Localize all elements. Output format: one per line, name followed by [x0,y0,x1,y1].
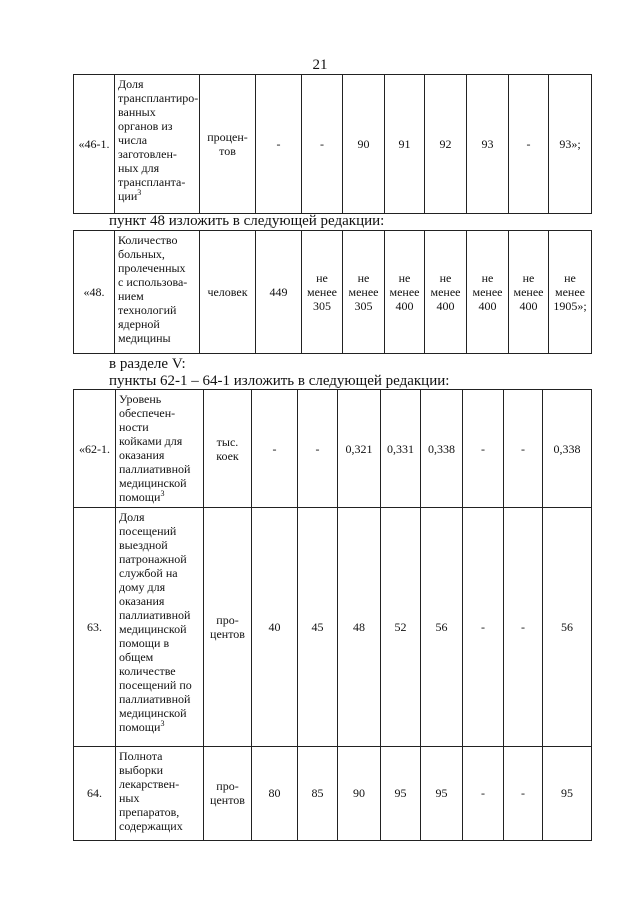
value-cell: 90 [338,746,381,840]
value-cell: не менее 400 [509,231,549,354]
value-cell: - [504,508,543,747]
indicator-name: Количество больных, пролеченных с использова- нием технологий ядерной медицины [115,231,200,354]
table-row-48 [73,230,592,354]
value-cell: - [298,390,338,508]
value-cell: - [256,75,302,214]
value-cell: 93»; [549,75,592,214]
table-row [74,746,592,840]
paragraph-section: в разделе V: [109,356,186,372]
table-row [74,390,592,508]
indicator-name: Уровень обеспечен- ности койками для оказания паллиативной медицинской помощи$^3$ [116,390,204,508]
value-cell: - [252,390,298,508]
value-cell: 95 [421,746,463,840]
value-cell: 0,331 [381,390,421,508]
row-number: «46-1. [74,75,115,214]
value-cell: - [509,75,549,214]
value-cell: - [463,390,504,508]
value-cell: 93 [467,75,509,214]
value-cell: 40 [252,508,298,747]
value-cell: не менее 305 [302,231,343,354]
indicator-name: Доля посещений выездной патронажной службой на дому для оказания паллиативной медицинской помощи в общем количестве посещений по паллиативной медицинской помощи$^3$ [116,508,204,747]
unit: про- центов [204,508,252,747]
value-cell: не менее 400 [385,231,425,354]
value-cell: 0,338 [543,390,592,508]
value-cell: 80 [252,746,298,840]
paragraph-text-62: пункты 62-1 – 64-1 изложить в следующей редакции: [109,373,450,389]
value-cell: не менее 305 [343,231,385,354]
value-cell: 90 [343,75,385,214]
row-number: «62-1. [74,390,116,508]
row-number: «48. [74,231,115,354]
value-cell: 449 [256,231,302,354]
row-number: 63. [74,508,116,747]
value-cell: - [504,390,543,508]
table-row [74,508,592,747]
value-cell: - [504,746,543,840]
table-rows-62-64 [73,389,592,841]
indicator-name: Полнота выборки лекарствен- ных препаратов, содержащих [116,746,204,840]
value-cell: не менее 1905»; [549,231,592,354]
paragraph-text-48: пункт 48 изложить в следующей редакции: [109,213,385,229]
unit: человек [200,231,256,354]
page-number: 21 [312,57,328,73]
value-cell: 56 [543,508,592,747]
value-cell: не менее 400 [467,231,509,354]
value-cell: 0,338 [421,390,463,508]
value-cell: - [463,508,504,747]
table-row-46-1 [73,74,592,214]
value-cell: 85 [298,746,338,840]
value-cell: не менее 400 [425,231,467,354]
value-cell: 45 [298,508,338,747]
value-cell: 95 [381,746,421,840]
value-cell: 92 [425,75,467,214]
value-cell: 48 [338,508,381,747]
unit: про- центов [204,746,252,840]
value-cell: 91 [385,75,425,214]
value-cell: 56 [421,508,463,747]
value-cell: - [302,75,343,214]
value-cell: - [463,746,504,840]
value-cell: 52 [381,508,421,747]
indicator-name: Доля трансплантиро- ванных органов из числа заготовлен- ных для транспланта- ции$^3$ [115,75,200,214]
value-cell: 95 [543,746,592,840]
row-number: 64. [74,746,116,840]
unit: тыс. коек [204,390,252,508]
value-cell: 0,321 [338,390,381,508]
unit: процен- тов [200,75,256,214]
